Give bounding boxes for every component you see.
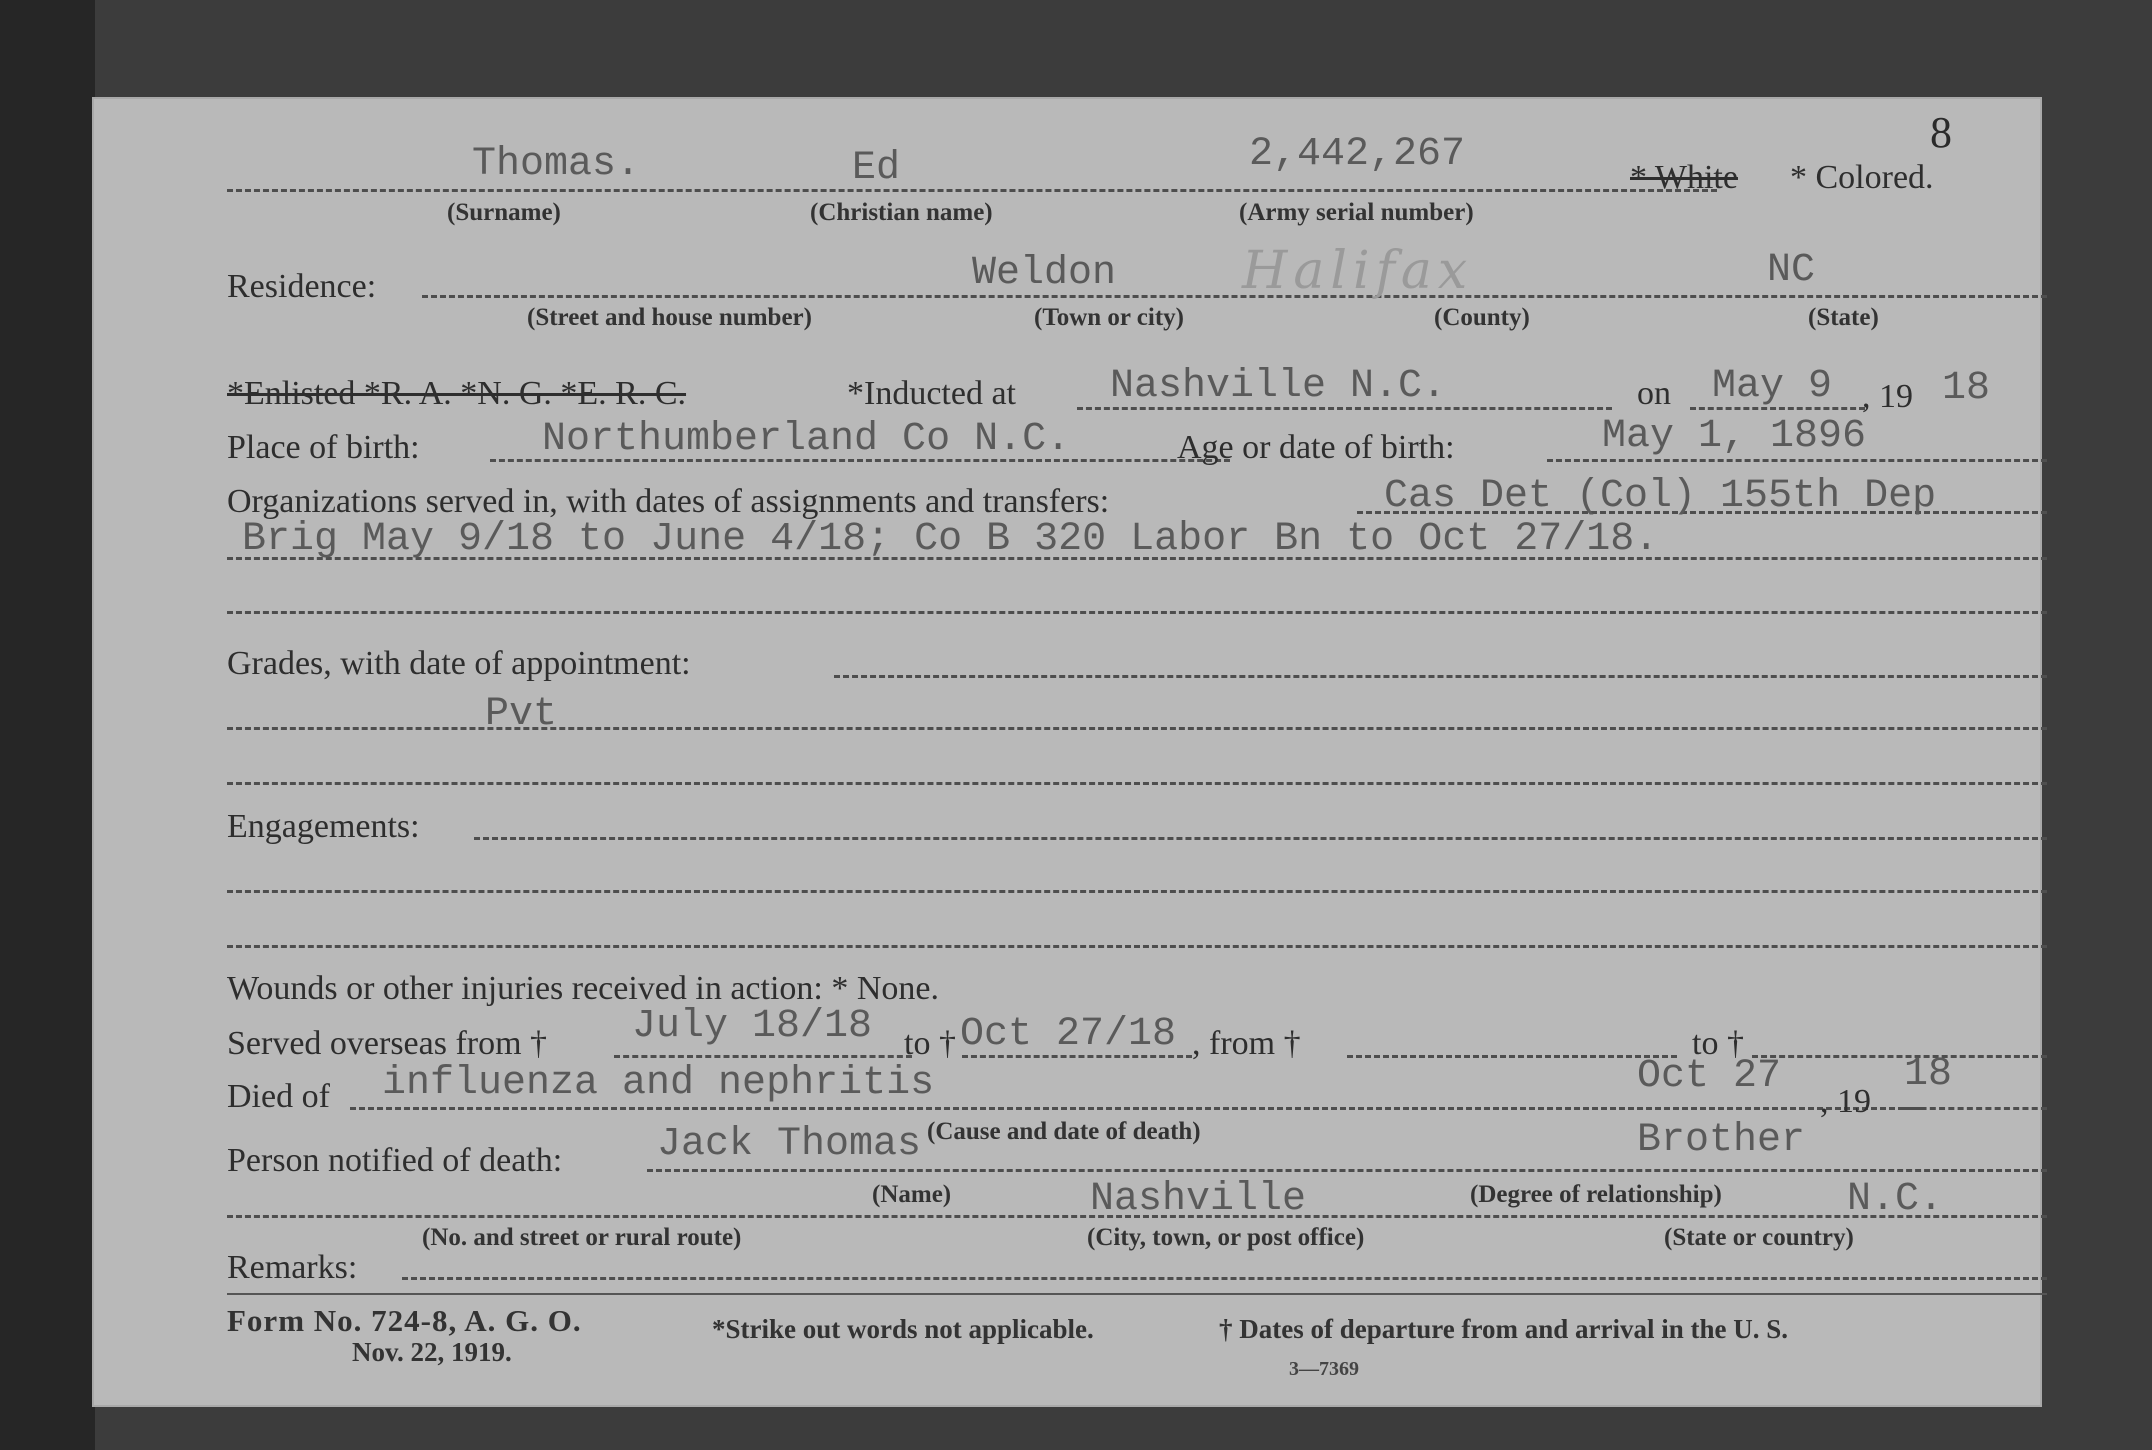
residence-county-value: Halifax — [1242, 241, 1474, 301]
race-white-struck: * White — [1630, 159, 1738, 196]
death-cause-value: influenza and nephritis — [382, 1061, 935, 1106]
engagements-line-2 — [227, 890, 2047, 893]
wounds-label: Wounds or other injuries received in action: * None. — [227, 970, 940, 1007]
footer-rule — [227, 1293, 2047, 1295]
caption-serial-number: (Army serial number) — [1239, 199, 1474, 226]
organizations-value-line-1: Cas Det (Col) 155th Dep — [1384, 474, 1937, 519]
overseas-from2-label: , from † — [1192, 1025, 1301, 1062]
race-colored: * Colored. — [1790, 159, 1934, 196]
overseas-to2-label: to † — [1692, 1025, 1744, 1062]
date-of-birth-value: May 1, 1896 — [1602, 414, 1867, 459]
residence-label: Residence: — [227, 268, 377, 305]
residence-line — [422, 295, 2047, 298]
christian-name-value: Ed — [852, 146, 901, 191]
death-year-value: 18 — [1904, 1052, 1953, 1097]
engagements-label: Engagements: — [227, 808, 420, 845]
note-strike-out: *Strike out words not applicable. — [712, 1314, 1094, 1344]
caption-street-route: (No. and street or rural route) — [422, 1224, 742, 1251]
organizations-label: Organizations served in, with dates of assignments and transfers: — [227, 483, 1110, 520]
form-number: Form No. 724-8, A. G. O. — [227, 1303, 582, 1338]
age-label: Age or date of birth: — [1177, 429, 1455, 466]
caption-town: (Town or city) — [1034, 304, 1184, 331]
grades-line-1 — [834, 675, 2047, 678]
person-notified-line — [647, 1169, 2047, 1172]
organizations-value-line-2: Brig May 9/18 to June 4/18; Co B 320 Labor Bn to Oct 27/18. — [242, 517, 1659, 562]
notified-state-value: N.C. — [1847, 1177, 1944, 1222]
caption-surname: (Surname) — [447, 199, 561, 226]
overseas-from2-line — [1347, 1055, 1677, 1058]
caption-degree-relationship: (Degree of relationship) — [1470, 1181, 1722, 1208]
notified-city-value: Nashville — [1090, 1177, 1307, 1222]
notified-address-line — [227, 1215, 2047, 1218]
organizations-line-3 — [227, 611, 2047, 614]
inducted-year-value: 18 — [1942, 366, 1991, 411]
caption-cause-date-death: (Cause and date of death) — [927, 1118, 1201, 1145]
enlistment-types-struck: *Enlisted *R. A. *N. G. *E. R. C. — [227, 375, 687, 412]
header-line — [227, 189, 1717, 192]
caption-name: (Name) — [872, 1181, 952, 1208]
died-of-label: Died of — [227, 1078, 330, 1115]
service-record-card — [92, 97, 2042, 1407]
inducted-at-label: *Inducted at — [847, 375, 1016, 412]
serial-number-value: 2,442,267 — [1249, 132, 1466, 177]
remarks-label: Remarks: — [227, 1249, 358, 1286]
card-number: 8 — [1930, 108, 1952, 157]
inducted-at-value: Nashville N.C. — [1110, 364, 1447, 409]
grades-label: Grades, with date of appointment: — [227, 645, 691, 682]
overseas-from-line — [614, 1055, 912, 1058]
age-line — [1547, 459, 2047, 462]
died-of-line — [350, 1107, 1922, 1110]
form-date: Nov. 22, 1919. — [352, 1337, 512, 1367]
place-of-birth-label: Place of birth: — [227, 429, 420, 466]
death-year-prefix: , 19 — [1820, 1083, 1871, 1120]
inducted-date-value: May 9 — [1712, 364, 1833, 409]
caption-county: (County) — [1434, 304, 1530, 331]
scan-left-edge — [0, 0, 95, 1450]
note-dates: † Dates of departure from and arrival in the U. S. — [1219, 1314, 1788, 1344]
print-code: 3—7369 — [1289, 1358, 1359, 1380]
caption-state: (State) — [1808, 304, 1879, 331]
person-notified-name-value: Jack Thomas — [657, 1122, 922, 1167]
residence-town-value: Weldon — [972, 251, 1117, 296]
person-notified-label: Person notified of death: — [227, 1142, 563, 1179]
remarks-line — [402, 1277, 2047, 1280]
overseas-to2-line — [1752, 1055, 2047, 1058]
inducted-year-prefix: , 19 — [1862, 378, 1913, 415]
overseas-from-value: July 18/18 — [632, 1004, 873, 1049]
surname-value: Thomas. — [472, 142, 641, 187]
relationship-value: Brother — [1637, 1118, 1806, 1163]
overseas-to-value: Oct 27/18 — [960, 1012, 1177, 1057]
overseas-to-label: to † — [904, 1025, 956, 1062]
residence-state-value: NC — [1767, 248, 1816, 293]
inducted-on-label: on — [1637, 375, 1671, 412]
caption-city-town: (City, town, or post office) — [1087, 1224, 1365, 1251]
engagements-line-3 — [227, 945, 2047, 948]
place-of-birth-value: Northumberland Co N.C. — [542, 417, 1071, 462]
caption-street: (Street and house number) — [527, 304, 812, 331]
caption-christian-name: (Christian name) — [810, 199, 993, 226]
death-year-line — [1902, 1107, 2047, 1110]
grades-value: Pvt — [485, 692, 558, 737]
grades-line-3 — [227, 782, 2047, 785]
engagements-line-1 — [474, 837, 2047, 840]
caption-state-country: (State or country) — [1664, 1224, 1854, 1251]
overseas-from-label: Served overseas from † — [227, 1025, 548, 1062]
death-date-value: Oct 27 — [1637, 1054, 1782, 1099]
